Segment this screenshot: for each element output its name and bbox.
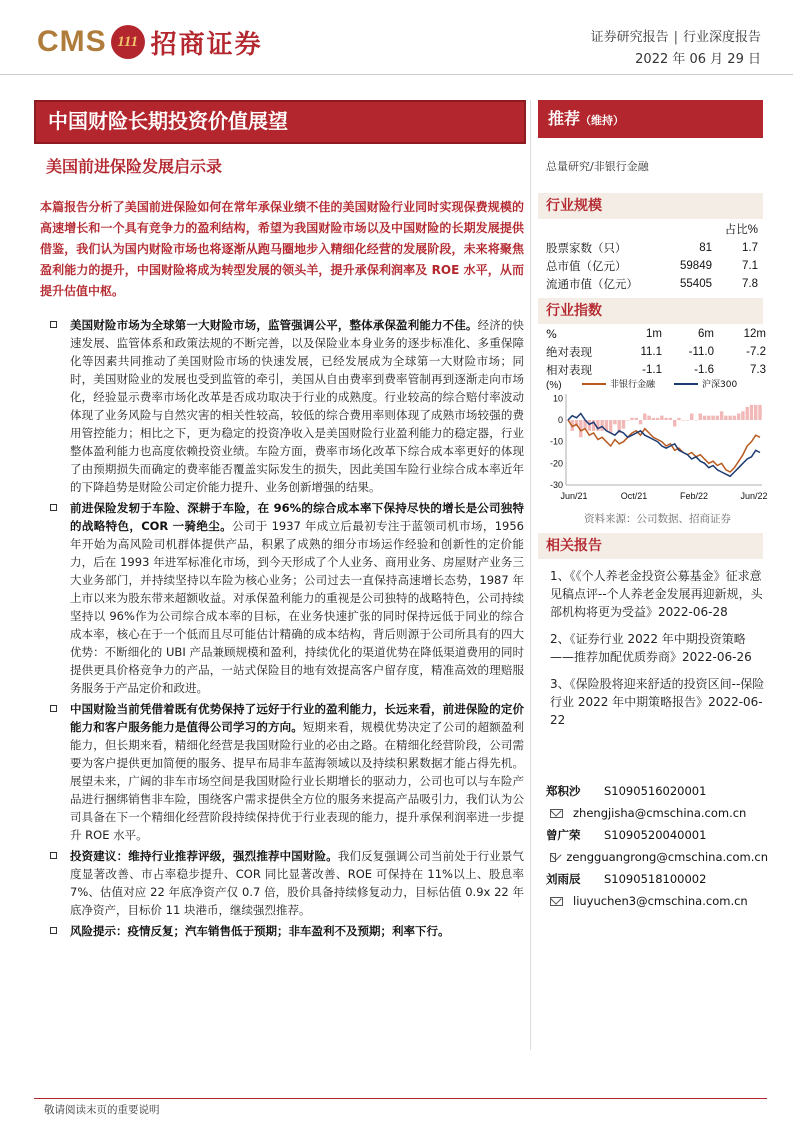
y-tick-label: -30 <box>549 480 563 490</box>
bullet-square-icon <box>50 927 57 934</box>
table-row: 股票家数（只） 81 1.7 <box>546 241 758 255</box>
industry-index-title: 行业指数 <box>538 298 763 324</box>
legend-label: 沪深300 <box>702 380 738 390</box>
relative-area-bar <box>669 418 672 420</box>
relative-area-bar <box>716 416 719 420</box>
bullet-square-icon <box>50 852 57 859</box>
relative-area-bar <box>724 416 727 420</box>
report-title: 中国财险长期投资价值展望 <box>34 100 526 144</box>
relative-area-bar <box>673 420 676 427</box>
x-tick-label: Oct/21 <box>620 491 648 501</box>
industry-scale-title: 行业规模 <box>538 193 763 219</box>
mail-icon <box>550 809 563 818</box>
key-point-lead: 投资建议：维持行业推荐评级，强烈推荐中国财险。 <box>70 849 338 863</box>
key-point-text: 短期来看，规模优势决定了公司的超额盈利能力，但长期来看，精细化经营是我国财险行业的必由之路。在精细化经营阶段，公司需要为客户提供更加简便的服务、提早布局非车蓝海领域以及持续积累数据才能占得先机。展望未来，广阔的非车市场空间是我国财险行业长期增长的驱动力，公司也可以与车险产品进行捆绑销售非车险，围绕客户需求提供全方位的服务来提高产品吸引力，我们认为公司具备在下一个精细化经营阶段持续保持优于行业表现的能力，提升承保利润率进一步提升 ROE 水平。 <box>70 720 525 842</box>
legend-label: 非银行金融 <box>610 380 656 390</box>
analyst-entry: 刘雨辰 S1090518100002 <box>546 872 707 886</box>
key-point-lead: 中国财险当前凭借着既有优势保持了远好于行业的盈利能力，长远来看，前进保险的定价能力和客户服务能力是值得公司学习的方向。 <box>70 702 524 734</box>
key-point-item <box>40 922 524 940</box>
related-report-link[interactable]: 1、《《个人养老金投资公募基金》征求意见稿点评--个人养老金发展再迎新规，头部机构将更为受益》2022-06-28 <box>550 569 763 619</box>
relative-area-bar <box>643 414 646 421</box>
relative-area-bar <box>690 414 693 421</box>
footer-divider <box>34 1098 767 1099</box>
report-date: 2022 年 06 月 29 日 <box>635 52 761 67</box>
relative-area-bar <box>694 420 697 421</box>
key-point-item <box>40 847 524 919</box>
chart-ylabel: (%) <box>546 380 562 391</box>
relative-area-bar <box>754 405 757 420</box>
analyst-entry: 郑积沙 S1090516020001 <box>546 784 707 798</box>
column-divider <box>530 100 531 1050</box>
key-point-item <box>40 499 524 697</box>
report-subtitle: 美国前进保险发展启示录 <box>46 157 223 176</box>
rating-banner: 推荐（维持） <box>538 100 763 138</box>
chart-source: 资料来源：公司数据、招商证券 <box>584 513 731 525</box>
relative-area-bar <box>686 420 689 421</box>
related-reports-title: 相关报告 <box>538 533 763 559</box>
relative-area-bar <box>647 416 650 420</box>
industry-index-chart <box>542 372 768 508</box>
doc-type: 证券研究报告 <box>590 30 669 45</box>
relative-area-bar <box>630 418 633 420</box>
doc-subtype: 行业深度报告 <box>682 30 761 45</box>
summary-paragraph: 本篇报告分析了美国前进保险如何在常年承保业绩不佳的美国财险行业同时实现保费规模的高速增长和一个具有竞争力的盈利结构，希望为我国财险市场以及中国财险的长期发展提供借鉴，我们认为国内财险市场也将逐渐从跑马圈地步入精细化经营的发展阶段，未来将聚焦盈利能力的提升，中国财险将成为转型发展的领头羊，提升承保利润率及 ROE 水平，从而提升估值中枢。 <box>40 200 524 298</box>
related-report-link[interactable]: 3、《保险股将迎来舒适的投资区间--保险行业 2022 年中期策略报告》2022-06-22 <box>550 677 765 727</box>
relative-area-bar <box>711 416 714 420</box>
company-logo <box>37 24 263 60</box>
bullet-square-icon <box>50 705 57 712</box>
x-tick-label: Jun/21 <box>560 491 588 501</box>
relative-area-bar <box>639 420 642 424</box>
related-reports-list <box>550 567 768 738</box>
footer-note: 敬请阅读末页的重要说明 <box>44 1104 160 1116</box>
relative-area-bar <box>613 420 616 424</box>
y-tick-label: 0 <box>557 415 563 425</box>
table-row: 总市值（亿元） 59849 7.1 <box>546 259 758 273</box>
relative-area-bar <box>600 420 603 431</box>
relative-area-bar <box>652 418 655 420</box>
relative-area-bar <box>660 416 663 420</box>
relative-area-bar <box>720 411 723 420</box>
key-point-lead: 风险提示：疫情反复；汽车销售低于预期；非车盈利不及预期；利率下行。 <box>70 924 450 938</box>
key-point-text: 公司于 1937 年成立后最初专注于蓝领司机市场，1956 年开始为高风险司机群体提供产品，积累了成熟的细分市场运作经验和创新性的定价能力，后在 1993 年进军标准化市场，到今天形成了个人业务、商用业务、房屋财产业务三大业务部门，并持续坚持以车险为核心业务；公司过去一直保持高速增长态势，1987 年上市以来为股东带来超额收益。对承保盈利能力的重视是公司独特的战略特色，公司持续坚持以 96%作为公司综合成本率的目标，在业务快速扩张的同时保持远低于同业的综合成本率，核心在于一个低而且尽可能估计精确的成本结构，背后则源于公司所具有的四大优势：不断细化的 UBI 产品兼顾规模和盈利，持续优化的渠道优势在降低渠道费用的同时提供更具价格竞争力的产品，一站式保险目的地有效提高客户留存度，精准高效的理赔服务服务于产品定价和政进。 <box>70 519 524 695</box>
relative-area-bar <box>656 418 659 420</box>
logo-text-en: CMS <box>37 25 107 58</box>
relative-area-bar <box>664 418 667 420</box>
relative-area-bar <box>626 420 629 421</box>
key-point-item <box>40 316 524 496</box>
x-tick-label: Jun/22 <box>740 491 768 501</box>
pct-header: 占比% <box>724 224 758 236</box>
relative-area-bar <box>733 416 736 420</box>
key-point-lead: 美国财险市场为全球第一大财险市场，监管强调公平，整体承保盈利能力不佳。 <box>70 318 478 332</box>
table-row: 绝对表现 11.1 -11.0 -7.2 <box>546 345 766 359</box>
relative-area-bar <box>741 411 744 420</box>
relative-area-bar <box>677 418 680 420</box>
relative-area-bar <box>758 405 761 420</box>
relative-area-bar <box>622 420 625 429</box>
related-reports-section <box>538 533 763 559</box>
industry-index-section: 行业指数 % 1m 6m 12m 绝对表现 11.1 -11.0 -7.2 相对表现 -1.1 -1.6 7.3 <box>538 298 766 379</box>
analyst-entry: 曾广荣 S1090520040001 <box>546 828 707 842</box>
relative-area-bar <box>745 407 748 420</box>
relative-area-bar <box>707 416 710 420</box>
relative-area-bar <box>699 414 702 421</box>
analyst-email[interactable]: zengguangrong@cmschina.com.cn <box>546 846 768 868</box>
y-tick-label: -10 <box>549 436 563 447</box>
logo-text-cn: 招商证券 <box>150 29 263 60</box>
logo-badge-icon: 111 <box>111 25 145 59</box>
key-point-item <box>40 700 524 844</box>
relative-area-bar <box>750 405 753 420</box>
relative-area-bar <box>609 420 612 433</box>
relative-area-bar <box>588 420 591 431</box>
header-divider <box>0 74 793 75</box>
table-row: 流通市值（亿元） 55405 7.8 <box>546 277 758 291</box>
table-row: 相对表现 -1.1 -1.6 7.3 <box>546 363 766 377</box>
x-tick-label: Feb/22 <box>679 491 709 501</box>
analyst-email[interactable]: zhengjisha@cmschina.com.cn <box>546 802 768 824</box>
key-points <box>40 316 524 940</box>
analyst-email[interactable]: liuyuchen3@cmschina.com.cn <box>546 890 768 912</box>
relative-area-bar <box>703 416 706 420</box>
report-meta: 证券研究报告 | 行业深度报告 2022 年 06 月 29 日 <box>591 27 761 71</box>
related-report-link[interactable]: 2、《证券行业 2022 年中期投资策略——推荐加配优质券商》2022-06-26 <box>550 632 752 664</box>
y-tick-label: 10 <box>552 393 563 404</box>
mail-icon <box>550 853 556 862</box>
y-tick-label: -20 <box>549 458 563 469</box>
key-point-text: 我们反复强调公司当前处于行业景气度显著改善、市占率稳步提升、COR 同比显著改善、ROE 可保持在 11%以上、股息率 7%、估值对应 22 年底净资产仅 0.7 倍，股价具备持续修复动力，目标估值 0.9x 22 年底净资产，目标价 11 块港币，继续强烈推荐。 <box>70 849 524 917</box>
relative-area-bar <box>737 414 740 421</box>
sector-label: 总量研究/非银行金融 <box>546 160 649 173</box>
relative-area-bar <box>728 416 731 420</box>
bullet-square-icon <box>50 321 57 328</box>
analyst-list <box>546 780 768 912</box>
relative-area-bar <box>635 418 638 420</box>
bullet-square-icon <box>50 504 57 511</box>
mail-icon <box>550 897 563 906</box>
industry-scale-section <box>538 193 763 293</box>
key-point-text: 经济的快速发展、监管体系和政策法规的不断完善，以及保险业本身业务的逐步标准化、多重保障化等因素共同推动了美国财险市场的快速发展，已经发展成为全球第一大财险市场；同时，美国财险业的发展也受到监管的牵引，美国从自由费率到费率管制再到逐渐走向市场化，经验显示费率市场化改革是否成功取决于行业的成熟度。行业较高的综合赔付率波动体现了业务风险与自然灾害的相关性较高，较低的综合费用率则体现了成熟市场较强的费用管控能力；相比之下，更为稳定的投资净收入是美国财险行业盈利能力的稳定器，行业整体盈利能力也高度依赖投资业绩。车险方面，费率市场化改革下综合成本率更好的体现了由预期损失而确定的费率能否覆盖实际发生的损失，因此美国车险行业综合成本率近年的下降趋势是财险公司定价能力提升、业务创新增强的结果。 <box>70 318 524 494</box>
key-point-lead: 前进保险发轫于车险、深耕于车险，在 96%的综合成本率下保持尽快的增长是公司独特的战略特色，COR 一骑绝尘。 <box>70 501 524 533</box>
relative-area-bar <box>681 420 684 421</box>
